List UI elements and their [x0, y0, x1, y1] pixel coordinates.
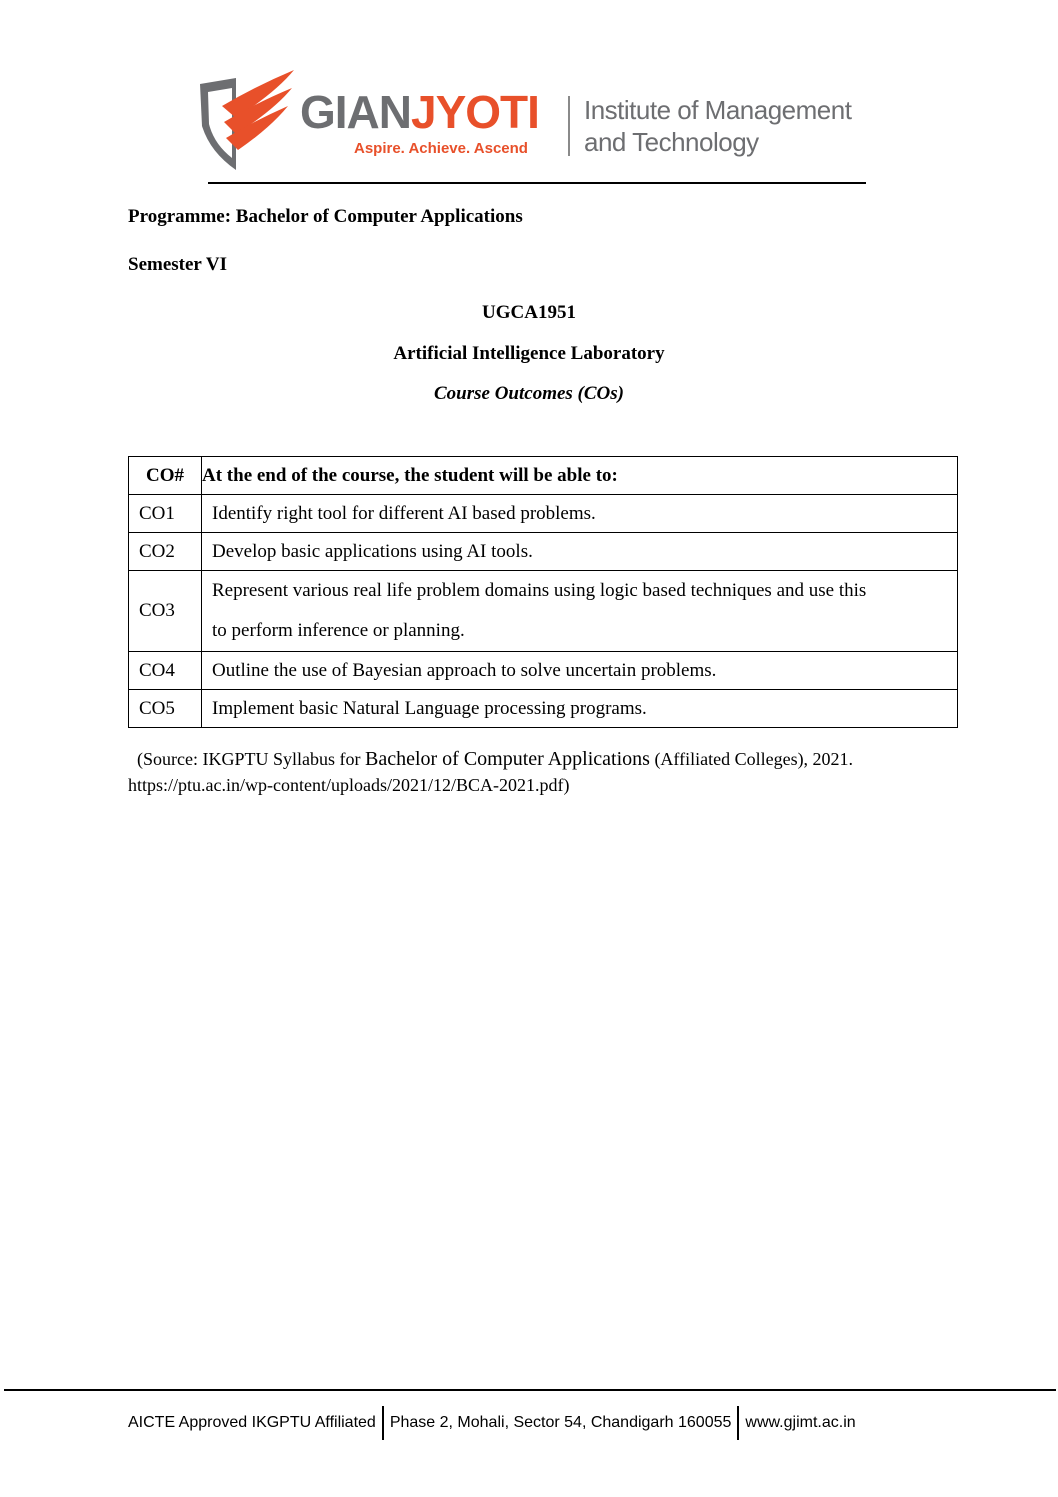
institute-header: [196, 66, 866, 186]
section-title: Course Outcomes (COs): [433, 383, 624, 404]
co-description: Implement basic Natural Language processing programs.: [202, 690, 958, 728]
co-number: CO2: [129, 533, 202, 571]
header-rule: [208, 182, 866, 184]
brand-tagline: Aspire. Achieve. Ascend: [354, 140, 528, 157]
source-suffix: (Affiliated Colleges), 2021.: [654, 749, 854, 769]
co-number: CO1: [129, 495, 202, 533]
header-divider: [568, 96, 570, 156]
co-description: Develop basic applications using AI tools.: [202, 533, 958, 571]
source-programme: Bachelor of Computer Applications: [364, 748, 650, 770]
footer-rule: [4, 1389, 1056, 1391]
page-footer: [128, 1406, 856, 1440]
co-description: Outline the use of Bayesian approach to solve uncertain problems.: [202, 652, 958, 690]
footer-divider: [382, 1406, 384, 1440]
footer-address: Phase 2, Mohali, Sector 54, Chandigarh 160055: [389, 1414, 732, 1431]
footer-website: www.gjimt.ac.in: [745, 1414, 856, 1431]
co-number: CO4: [129, 652, 202, 690]
brand-name-part2: JYOTI: [411, 86, 539, 138]
co-number: CO3: [129, 571, 202, 652]
table-row: [129, 495, 958, 533]
programme-heading: Programme: Bachelor of Computer Applications: [128, 206, 523, 227]
table-row: [129, 533, 958, 571]
course-outcomes-table: [128, 456, 958, 728]
institute-name: [584, 94, 851, 158]
table-row: [129, 652, 958, 690]
course-title: Artificial Intelligence Laboratory: [393, 343, 665, 364]
brand-name-part1: GIAN: [300, 86, 411, 138]
institute-name-line1: Institute of Management: [584, 95, 852, 125]
source-url: https://ptu.ac.in/wp-content/uploads/2021/12/BCA-2021.pdf): [128, 775, 570, 795]
column-header-description: At the end of the course, the student will be able to:: [202, 457, 958, 495]
table-row: [129, 571, 958, 652]
table-header-row: [129, 457, 958, 495]
table-row: [129, 690, 958, 728]
source-citation: [128, 746, 948, 798]
footer-accreditation: AICTE Approved IKGPTU Affiliated: [128, 1414, 376, 1431]
source-prefix: (Source: IKGPTU Syllabus for: [137, 749, 361, 769]
co-description: [202, 571, 958, 652]
brand-logo: [300, 86, 539, 157]
co-description-line2: to perform inference or planning.: [212, 620, 465, 641]
institute-name-line2: and Technology: [584, 127, 759, 157]
course-code: UGCA1951: [482, 302, 576, 323]
co-number: CO5: [129, 690, 202, 728]
co-description-line1: Represent various real life problem domains using logic based techniques and use this: [212, 580, 867, 601]
column-header-co: CO#: [129, 457, 202, 495]
shield-logo-icon: [196, 66, 296, 176]
footer-divider: [737, 1406, 739, 1440]
co-description: Identify right tool for different AI based problems.: [202, 495, 958, 533]
semester-heading: Semester VI: [128, 254, 228, 275]
